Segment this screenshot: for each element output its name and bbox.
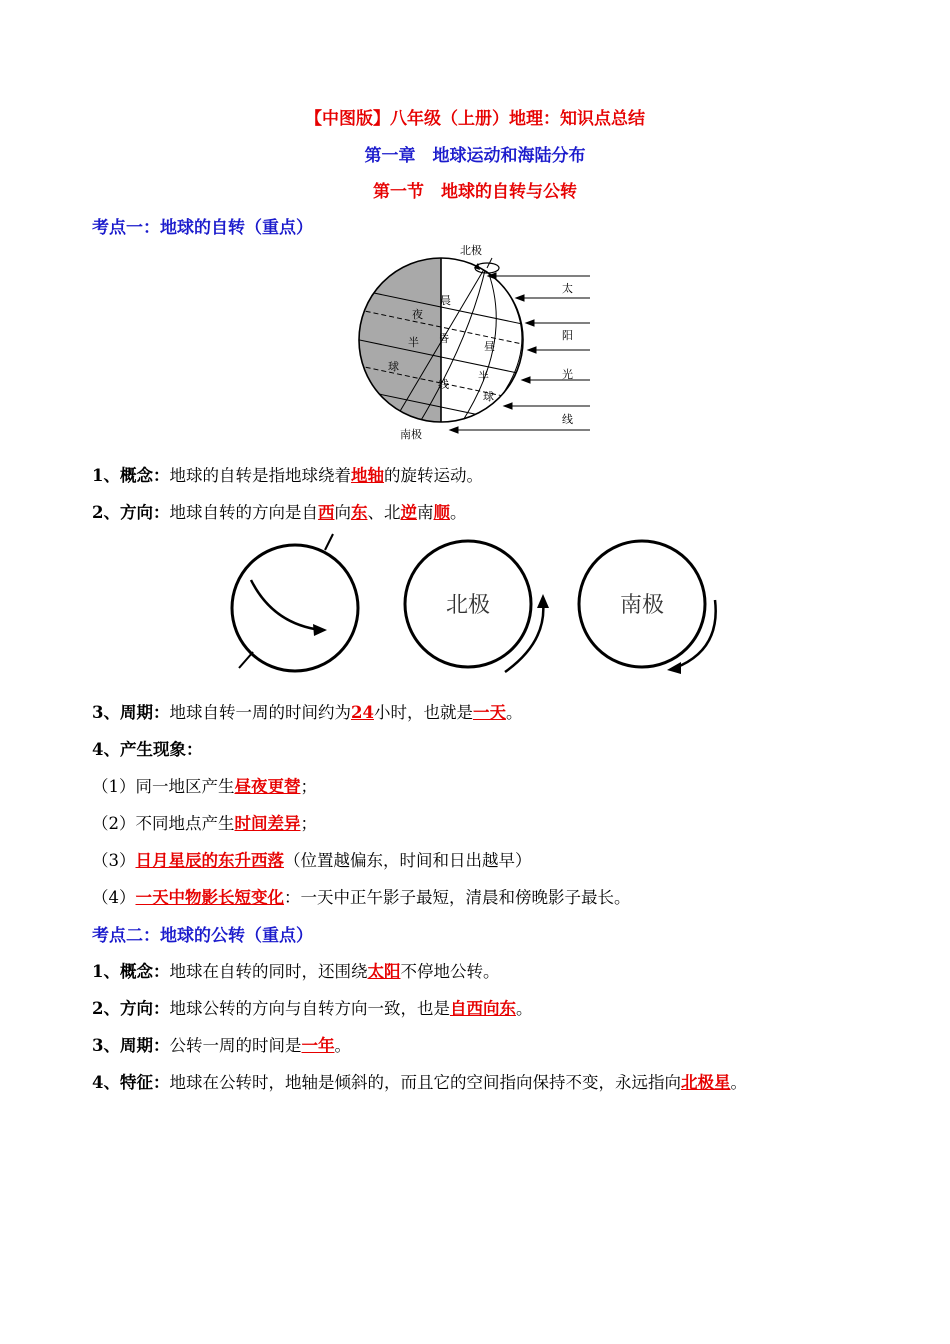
sun-char-3: 光	[562, 368, 573, 381]
revolution-period: 3、周期：公转一周的时间是一年。	[92, 1036, 351, 1055]
dawn-char-1: 晨	[440, 294, 451, 307]
day-char-2: 半	[478, 370, 489, 383]
day-char-3: 球	[483, 390, 494, 403]
night-char-1: 夜	[412, 308, 423, 321]
night-char-3: 球	[388, 360, 399, 373]
rotation-south-label: 南极	[619, 593, 665, 618]
phenomenon-3: （3）日月星辰的东升西落（位置越偏东，时间和日出越早）	[92, 851, 532, 870]
sun-char-1: 太	[562, 282, 573, 295]
sun-char-2: 阳	[562, 329, 573, 342]
south-pole-label: 南极	[400, 428, 422, 441]
phenomenon-4: （4）一天中物影长短变化：一天中正午影子最短，清晨和傍晚影子最长。	[92, 888, 631, 907]
rotation-concept: 1、概念：地球的自转是指地球绕着地轴的旋转运动。	[92, 466, 483, 485]
night-char-2: 半	[408, 336, 419, 349]
point1-heading: 考点一：地球的自转（重点）	[92, 218, 313, 238]
dawn-char-3: 线	[438, 378, 449, 391]
phenomenon-2: （2）不同地点产生时间差异；	[92, 814, 317, 833]
dawn-char-2: 昏	[438, 332, 449, 345]
revolution-direction: 2、方向：地球公转的方向与自转方向一致，也是自西向东。	[92, 999, 533, 1018]
revolution-feature: 4、特征：地球在公转时，地轴是倾斜的，而且它的空间指向保持不变，永远指向北极星。	[92, 1073, 747, 1092]
sun-char-4: 线	[562, 413, 573, 426]
rotation-direction: 2、方向：地球自转的方向是自西向东、北逆南顺。	[92, 503, 467, 522]
section-title: 第一节 地球的自转与公转	[373, 182, 577, 202]
earth-rotation-figure	[350, 238, 600, 442]
rotation-direction-figure	[225, 532, 735, 682]
main-title: 【中图版】八年级（上册）地理：知识点总结	[305, 109, 645, 129]
revolution-concept: 1、概念：地球在自转的同时，还围绕太阳不停地公转。	[92, 962, 500, 981]
rotation-phenomena-heading: 4、产生现象：	[92, 740, 203, 759]
chapter-title: 第一章 地球运动和海陆分布	[364, 146, 586, 166]
point2-heading: 考点二：地球的公转（重点）	[92, 926, 313, 946]
rotation-period: 3、周期：地球自转一周的时间约为24小时，也就是一天。	[92, 703, 523, 722]
north-pole-label: 北极	[460, 244, 482, 257]
rotation-north-label: 北极	[445, 593, 491, 618]
night-hemisphere	[359, 258, 441, 422]
phenomenon-1: （1）同一地区产生昼夜更替；	[92, 777, 317, 796]
day-char-1: 昼	[484, 340, 495, 353]
